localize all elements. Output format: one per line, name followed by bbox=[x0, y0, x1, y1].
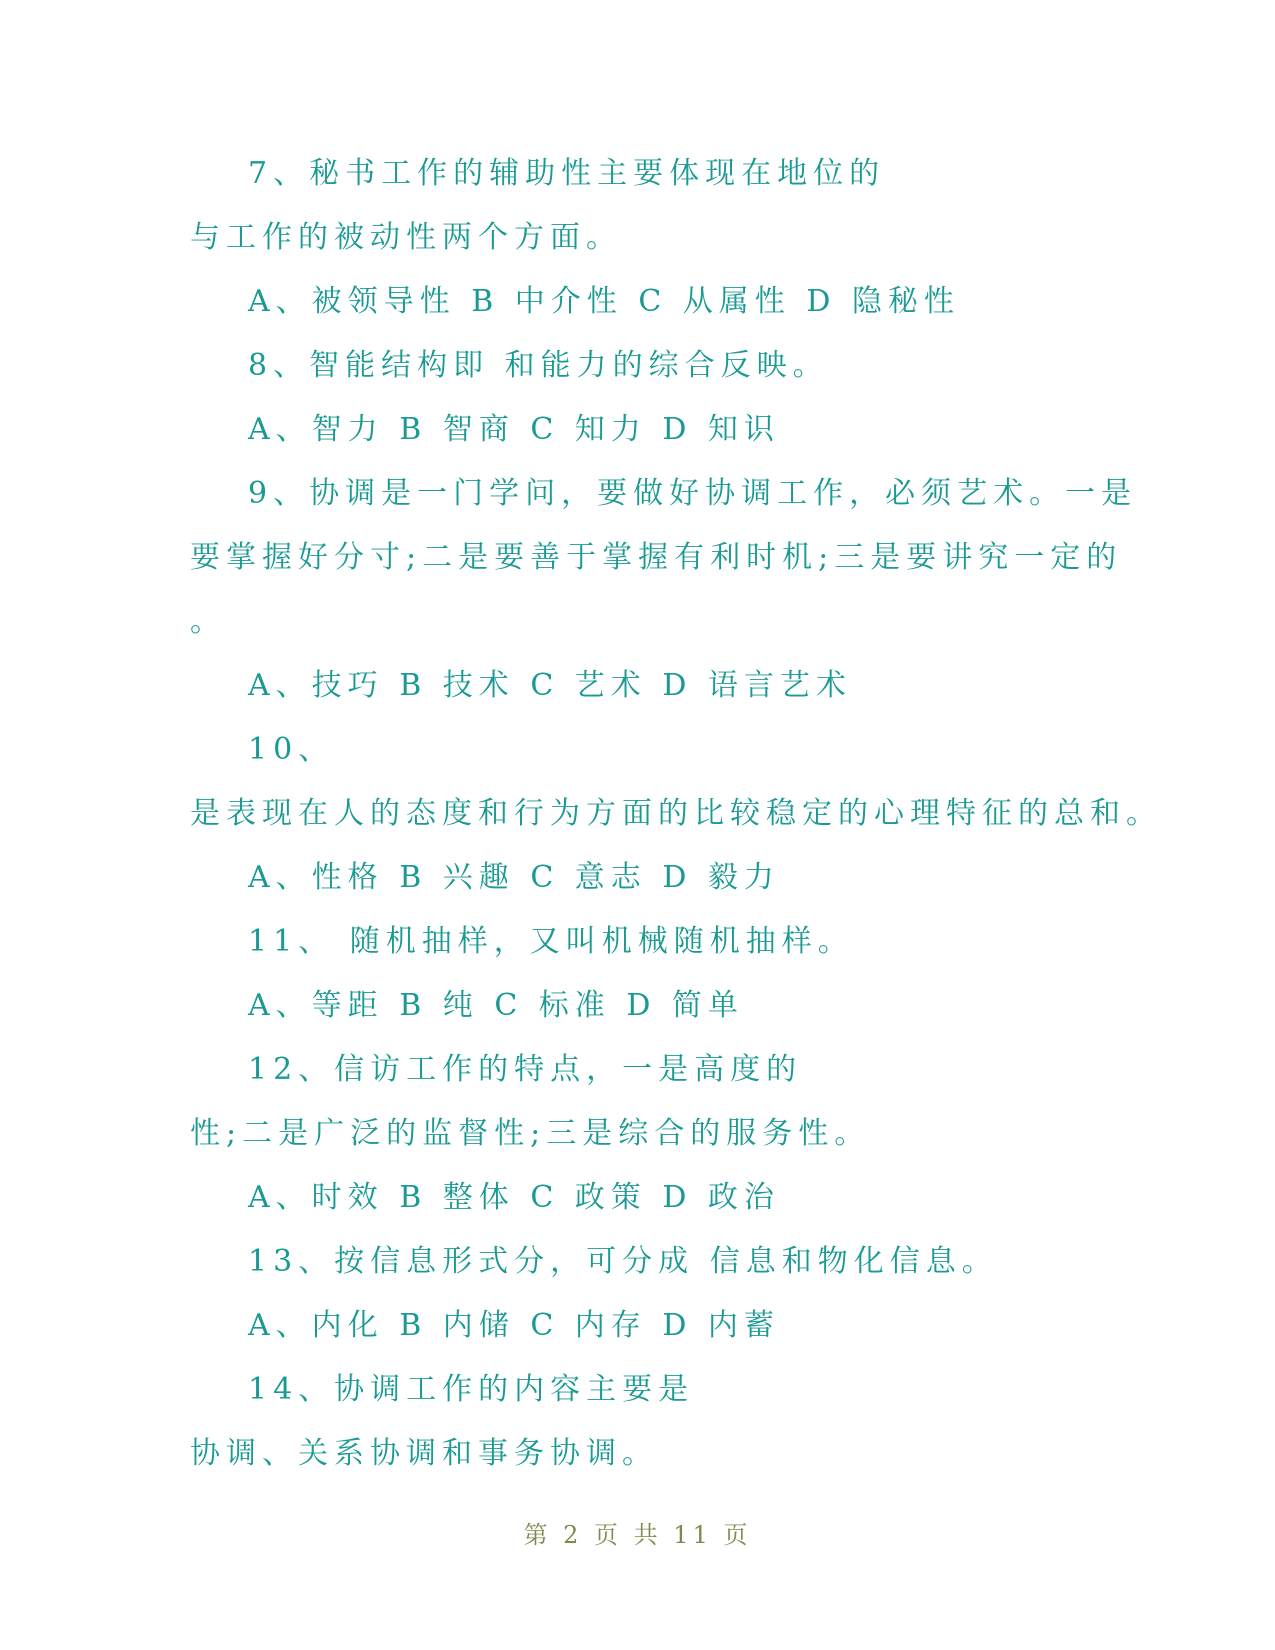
question-7-line-1: 7、秘书工作的辅助性主要体现在地位的 bbox=[248, 156, 886, 191]
page-number-footer: 第 2 页 共 11 页 bbox=[523, 1521, 752, 1549]
question-12-options: A、时效 B 整体 C 政策 D 政治 bbox=[248, 1180, 780, 1215]
question-14-line-1: 14、协调工作的内容主要是 bbox=[248, 1372, 695, 1407]
question-8-options: A、智力 B 智商 C 知力 D 知识 bbox=[248, 412, 780, 447]
question-11-options: A、等距 B 纯 C 标准 D 简单 bbox=[248, 988, 744, 1023]
document-body bbox=[190, 142, 1162, 1486]
question-11: 11、 随机抽样，又叫机械随机抽样。 bbox=[248, 924, 854, 959]
question-9-line-2: 要掌握好分寸;二是要善于掌握有利时机;三是要讲究一定的 bbox=[190, 540, 1123, 575]
question-9-line-1: 9、协调是一门学问，要做好协调工作，必须艺术。一是 bbox=[248, 476, 1138, 511]
question-9-line-3: 。 bbox=[190, 604, 226, 639]
question-7-line-2: 与工作的被动性两个方面。 bbox=[190, 220, 622, 255]
question-13: 13、按信息形式分，可分成 信息和物化信息。 bbox=[248, 1244, 998, 1279]
question-10-line-2: 是表现在人的态度和行为方面的比较稳定的心理特征的总和。 bbox=[190, 796, 1162, 831]
question-14-line-2: 协调、关系协调和事务协调。 bbox=[190, 1436, 658, 1471]
question-10-options: A、性格 B 兴趣 C 意志 D 毅力 bbox=[248, 860, 780, 895]
question-12-line-2: 性;二是广泛的监督性;三是综合的服务性。 bbox=[190, 1116, 871, 1151]
question-7-options: A、被领导性 B 中介性 C 从属性 D 隐秘性 bbox=[248, 284, 960, 319]
question-9-options: A、技巧 B 技术 C 艺术 D 语言艺术 bbox=[248, 668, 852, 703]
question-8: 8、智能结构即 和能力的综合反映。 bbox=[248, 348, 829, 383]
question-12-line-1: 12、信访工作的特点，一是高度的 bbox=[248, 1052, 803, 1087]
question-13-options: A、内化 B 内储 C 内存 D 内蓄 bbox=[248, 1308, 780, 1343]
question-10-line-1: 10、 bbox=[248, 732, 335, 767]
